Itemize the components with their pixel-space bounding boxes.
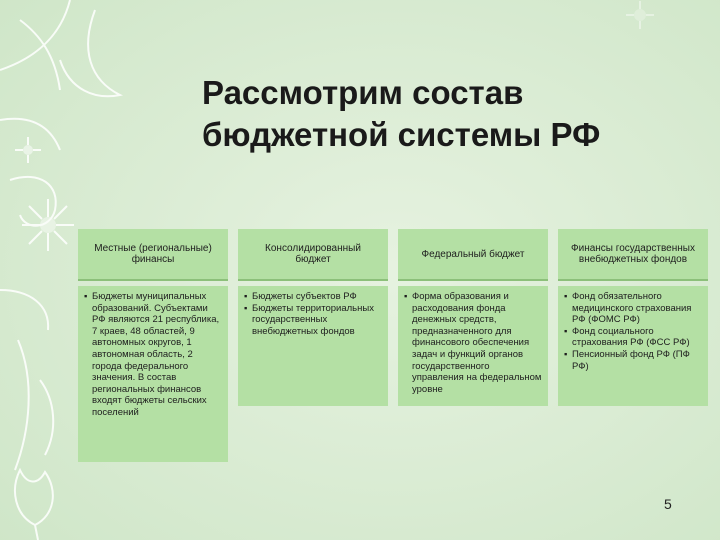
column-header: Финансы государственных внебюджетных фондов (558, 229, 708, 281)
slide-title (202, 72, 702, 156)
list-item-text: Фонд социального страхования РФ (ФСС РФ) (572, 325, 690, 349)
list-item-text: Пенсионный фонд РФ (ПФ РФ) (572, 348, 690, 372)
list-item (564, 349, 702, 372)
bullet-icon: ▪ (404, 291, 408, 302)
bullet-icon: ▪ (564, 348, 568, 360)
bullet-icon: ▪ (564, 325, 568, 337)
bullet-icon: ▪ (244, 302, 248, 314)
column-federal-budget (398, 229, 548, 406)
bullet-icon: ▪ (244, 291, 248, 302)
column-header: Федеральный бюджет (398, 229, 548, 281)
list-item (564, 326, 702, 349)
list-item (404, 291, 542, 395)
list-item-text: Бюджеты территориальных государственных внебюджетных фондов (252, 302, 374, 337)
column-extrabudgetary-funds (558, 229, 708, 406)
list-item (244, 303, 382, 338)
column-header: Местные (региональные) финансы (78, 229, 228, 281)
column-body (78, 286, 228, 462)
list-item-text: Фонд обязательного медицинского страхования РФ (ФОМС РФ) (572, 291, 692, 326)
column-header: Консолидированный бюджет (238, 229, 388, 281)
slide-title-line-2: бюджетной системы РФ (202, 116, 601, 153)
bullet-icon: ▪ (564, 291, 568, 302)
column-body (558, 286, 708, 406)
column-consolidated-budget (238, 229, 388, 406)
list-item-text: Форма образования и расходования фонда денежных средств, предназначенного для финансового обеспечения задач и функций органов государственного управления на федеральном уровне (412, 291, 542, 395)
list-item-text: Бюджеты муниципальных образований. Субъектами РФ являются 21 республика, 7 краев, 48 областей, 9 автономных округов, 1 автономная область, 2 города федерального значения. В состав региональных финансов входят бюджеты сельских поселений (92, 291, 220, 418)
column-body (398, 286, 548, 406)
column-body (238, 286, 388, 406)
list-item (564, 291, 702, 326)
list-item-text: Бюджеты субъектов РФ (252, 291, 357, 302)
bullet-icon: ▪ (84, 291, 88, 302)
list-item (84, 291, 222, 419)
slide-title-line-1: Рассмотрим состав (202, 74, 524, 111)
page-number: 5 (664, 496, 672, 512)
column-local-finances (78, 229, 228, 462)
list-item (244, 291, 382, 303)
